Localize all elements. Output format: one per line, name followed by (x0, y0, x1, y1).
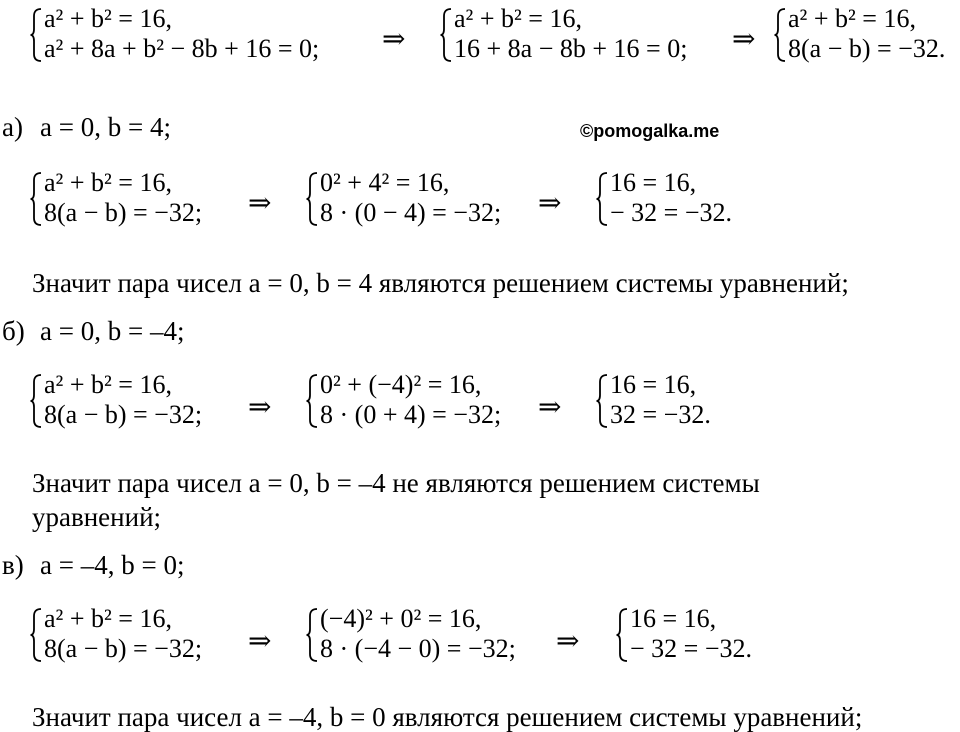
brace-icon (306, 374, 318, 428)
conclusion-line: Значит пара чисел a = 0, b = 4 являются решением системы уравнений; (32, 268, 849, 298)
equation-line: 0² + (−4)² = 16, (320, 370, 482, 399)
equation-line: 8(a − b) = −32. (788, 34, 946, 63)
brace-icon (774, 8, 786, 62)
brace-icon (440, 8, 452, 62)
equation-line: a² + b² = 16, (788, 4, 916, 33)
equation-line: 8(a − b) = −32; (44, 400, 203, 429)
equation-line: (−4)² + 0² = 16, (320, 604, 482, 633)
implies-arrow: ⇒ (538, 392, 562, 423)
brace-icon (616, 608, 628, 662)
watermark: ©pomogalka.me (580, 121, 720, 141)
equation-line: 16 = 16, (610, 370, 697, 399)
equation-line: a² + b² = 16, (454, 4, 582, 33)
brace-icon (30, 608, 42, 662)
brace-icon (596, 172, 608, 226)
brace-icon (30, 8, 42, 62)
equation-line: a² + b² = 16, (44, 168, 172, 197)
implies-arrow: ⇒ (248, 188, 272, 219)
case-values: a = –4, b = 0; (40, 550, 185, 580)
conclusion-line: уравнений; (32, 502, 162, 532)
brace-icon (306, 172, 318, 226)
equation-line: 16 + 8a − 8b + 16 = 0; (454, 34, 688, 63)
case-label: а) (2, 112, 23, 142)
equation-line: − 32 = −32. (630, 634, 752, 663)
case-values: a = 0, b = 4; (40, 112, 171, 142)
implies-arrow: ⇒ (248, 392, 272, 423)
conclusion-line: Значит пара чисел a = 0, b = –4 не являются решением системы (32, 468, 760, 498)
brace-icon (596, 374, 608, 428)
equation-line: 32 = −32. (610, 400, 711, 429)
equation-line: a² + b² = 16, (44, 604, 172, 633)
case-values: a = 0, b = –4; (40, 316, 185, 346)
equation-line: a² + b² = 16, (44, 370, 172, 399)
brace-icon (30, 172, 42, 226)
equation-line: 16 = 16, (610, 168, 697, 197)
implies-arrow: ⇒ (382, 24, 406, 55)
case-label: б) (2, 316, 25, 346)
equation-line: a² + 8a + b² − 8b + 16 = 0; (44, 34, 320, 63)
implies-arrow: ⇒ (538, 188, 562, 219)
brace-icon (306, 608, 318, 662)
equation-line: 16 = 16, (630, 604, 717, 633)
equation-line: 8 · (0 − 4) = −32; (320, 198, 502, 227)
equation-line: 8(a − b) = −32; (44, 198, 203, 227)
equation-line: 0² + 4² = 16, (320, 168, 450, 197)
implies-arrow: ⇒ (248, 626, 272, 657)
case-label: в) (2, 550, 24, 580)
equation-line: 8(a − b) = −32; (44, 634, 203, 663)
brace-icon (30, 374, 42, 428)
equation-line: 8 · (−4 − 0) = −32; (320, 634, 516, 663)
equation-line: − 32 = −32. (610, 198, 732, 227)
implies-arrow: ⇒ (732, 24, 756, 55)
implies-arrow: ⇒ (556, 626, 580, 657)
equation-line: a² + b² = 16, (44, 4, 172, 33)
conclusion-line: Значит пара чисел a = –4, b = 0 являются решением системы уравнений; (32, 702, 863, 732)
equation-line: 8 · (0 + 4) = −32; (320, 400, 502, 429)
